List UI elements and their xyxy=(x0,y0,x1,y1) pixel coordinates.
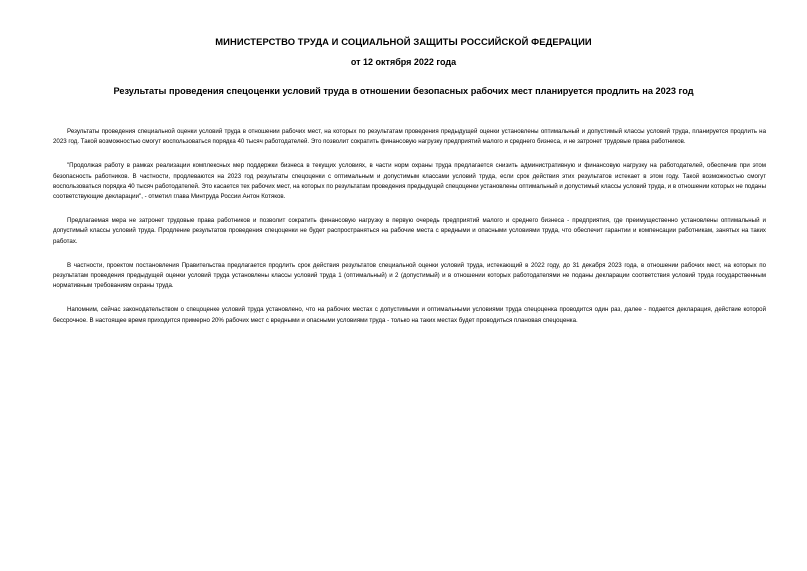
document-headline: Результаты проведения спецоценки условий труда в отношении безопасных рабочих мест планируется продлить на 2023 год xyxy=(113,86,694,96)
paragraph: "Продолжая работу в рамках реализации комплексных мер поддержки бизнеса в текущих условиях, в части норм охраны труда предлагается снизить административную и финансовую нагрузку на работодателей, обеспечив при этом безопасность работников. В частности, продлеваются на 2023 год результаты спецоценки с оптимальным и допустимым классами условий труда, если срок действия этих результатов истекает в этом году. Такой возможностью смогут воспользоваться порядка 40 тысяч работодателей. Это касается тех рабочих мест, на которых по результатам проведения предыдущей спецоценки установлены оптимальный и допустимый классы условий труда, и в отношении которых не поданы соответствующие декларации", - отметил глава Минтруда России Антон Котяков. xyxy=(53,162,766,201)
document-date: от 12 октября 2022 года xyxy=(350,57,457,67)
document-body xyxy=(53,127,766,340)
paragraph: Предлагаемая мера не затронет трудовые права работников и позволит сократить финансовую нагрузку в первую очередь предприятий малого и среднего бизнеса - предприятия, где преимущественно установлены оптимальный и допустимый классы условий труда. Продление результатов проведения спецоценки не будет распространяться на рабочие места с вредными и опасными условиями труда, что обеспечит гарантии и компенсации работникам, занятых на таких работах. xyxy=(53,217,766,245)
paragraph: Результаты проведения специальной оценки условий труда в отношении рабочих мест, на которых по результатам проведения предыдущей оценки установлены оптимальный и допустимый классы условий труда, планируется продлить на 2023 год. Такой возможностью смогут воспользоваться порядка 40 тысяч работодателей. Это позволит сократить финансовую нагрузку предприятий малого и среднего бизнеса, и не затронет трудовые права работников. xyxy=(53,128,766,146)
ministry-heading: МИНИСТЕРСТВО ТРУДА И СОЦИАЛЬНОЙ ЗАЩИТЫ РОССИЙСКОЙ ФЕДЕРАЦИИ xyxy=(215,36,592,47)
paragraph: Напомним, сейчас законодательством о спецоценке условий труда установлено, что на рабочих местах с допустимыми и оптимальными условиями труда спецоценка проводится один раз, далее - подается декларация, действие которой бессрочное. В настоящее время приходится примерно 20% рабочих мест с вредными и опасными условиями труда - только на таких местах будет проводиться плановая спецоценка. xyxy=(53,306,766,324)
paragraph: В частности, проектом постановления Правительства предлагается продлить срок действия результатов специальной оценки условий труда, истекающий в 2022 году, до 31 декабря 2023 года, в отношении рабочих мест, на которых по результатам проведения предыдущей оценки условий труда установлены классы условий труда 1 (оптимальный) и 2 (допустимый) и в отношении которых работодателями не поданы декларации соответствия условий труда государственным нормативным требованиям охраны труда. xyxy=(53,261,766,290)
